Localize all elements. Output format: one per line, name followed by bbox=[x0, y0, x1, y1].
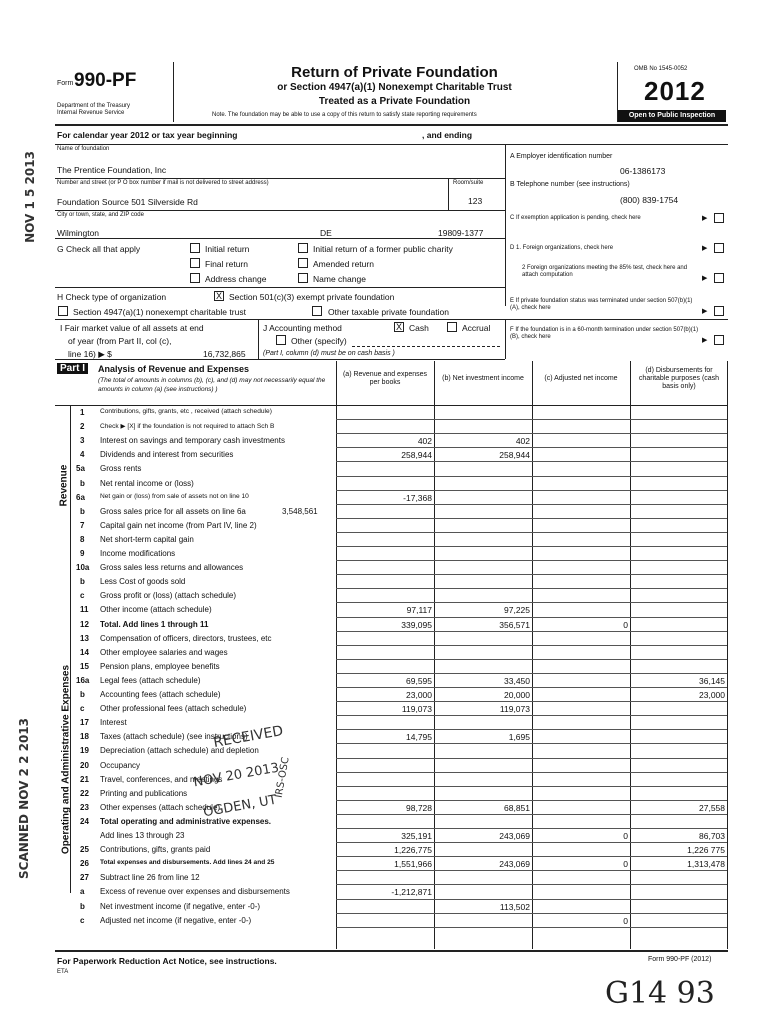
row-number: a bbox=[80, 887, 85, 897]
row-divider bbox=[336, 645, 727, 646]
row-divider bbox=[336, 461, 727, 462]
row-number: 9 bbox=[80, 549, 85, 558]
stamp-scanned: SCANNED NOV 2 2 2013 bbox=[17, 718, 31, 879]
row-divider bbox=[336, 532, 727, 533]
cash-basis-note: (Part I, column (d) must be on cash basis ) bbox=[263, 350, 395, 357]
row-number: 22 bbox=[80, 788, 89, 798]
part-1-tag: Part I bbox=[57, 363, 88, 374]
arrow-c-icon: ▶ bbox=[702, 215, 708, 222]
room-label: Room/suite bbox=[453, 180, 484, 186]
checkbox-d1[interactable] bbox=[714, 243, 724, 253]
row-number: 1 bbox=[80, 408, 85, 417]
cell-col-d: 23,000 bbox=[699, 690, 725, 700]
row-divider bbox=[336, 574, 727, 575]
cell-col-b: 356,571 bbox=[499, 619, 530, 630]
row-number: 14 bbox=[80, 647, 89, 657]
row-label: Total operating and administrative expenses. bbox=[100, 816, 272, 826]
row-label: Interest bbox=[100, 718, 127, 728]
row-label: Net gain or (loss) from sale of assets not on line 10 bbox=[100, 492, 249, 500]
row-number: b bbox=[80, 577, 85, 587]
foreign-org-label: D 1. Foreign organizations, check here bbox=[510, 245, 614, 251]
footer-form-id: Form 990-PF (2012) bbox=[648, 956, 712, 963]
checkbox-address-change[interactable] bbox=[190, 273, 200, 283]
cell-col-c: 0 bbox=[623, 619, 628, 630]
calendar-year-label: For calendar year 2012 or tax year beginning bbox=[57, 130, 238, 140]
street-label: Number and street (or P O box number if mail is not delivered to street address) bbox=[57, 180, 269, 186]
row-number: 20 bbox=[80, 760, 89, 770]
row-divider bbox=[336, 560, 727, 561]
cell-col-b: 33,450 bbox=[504, 675, 530, 686]
dept-line-1: Department of the Treasury bbox=[57, 103, 131, 109]
arrow-e-icon: ▶ bbox=[702, 308, 708, 315]
cell-col-a: -17,368 bbox=[403, 492, 432, 503]
row-divider bbox=[336, 659, 727, 660]
cell-col-d: 1,313,478 bbox=[687, 859, 725, 870]
col-c-header: (c) Adjusted net income bbox=[544, 375, 618, 382]
checkbox-f[interactable] bbox=[714, 335, 724, 345]
row-number: 16a bbox=[76, 675, 90, 685]
row-label: Depreciation (attach schedule) and depletion bbox=[100, 746, 259, 756]
row-label: Legal fees (attach schedule) bbox=[100, 675, 201, 685]
row-label: Total. Add lines 1 through 11 bbox=[100, 619, 209, 629]
row-divider bbox=[336, 490, 727, 491]
opt-other-taxable-label: Other taxable private foundation bbox=[328, 307, 449, 317]
initial-former-label: Initial return of a former public charity bbox=[313, 244, 453, 254]
cell-col-a: 97,117 bbox=[406, 605, 432, 616]
row-number: 13 bbox=[80, 633, 89, 643]
row-divider bbox=[336, 518, 727, 519]
cell-col-d: 27,558 bbox=[699, 802, 725, 813]
and-ending-label: , and ending bbox=[422, 130, 473, 140]
form-number: 990-PF bbox=[74, 70, 137, 91]
arrow-f-icon: ▶ bbox=[702, 337, 708, 344]
row-divider bbox=[336, 800, 727, 801]
row-divider bbox=[336, 631, 727, 632]
arrow-d2-icon: ▶ bbox=[702, 275, 708, 282]
row-divider bbox=[336, 828, 727, 829]
row-label: Interest on savings and temporary cash investments bbox=[100, 436, 285, 446]
row-divider bbox=[336, 870, 727, 871]
row-label: Travel, conferences, and meetings bbox=[100, 774, 223, 784]
stamp-left-date: NOV 1 5 2013 bbox=[23, 151, 37, 243]
checkbox-final-return[interactable] bbox=[190, 258, 200, 268]
row-divider bbox=[336, 814, 727, 815]
stamp-ogden: OGDEN, UT bbox=[202, 792, 278, 821]
row-number: 17 bbox=[80, 718, 89, 728]
row-divider bbox=[336, 602, 727, 603]
form-subtitle-1: or Section 4947(a)(1) Nonexempt Charitable Trust bbox=[277, 82, 512, 93]
cell-col-d: 36,145 bbox=[699, 675, 725, 686]
row-label: Taxes (attach schedule) (see instructions) bbox=[100, 732, 248, 742]
row-label: Contributions, gifts, grants paid bbox=[100, 845, 211, 855]
fmv-label-3: line 16) ▶ $ bbox=[68, 349, 112, 359]
row-label: Net short-term capital gain bbox=[100, 534, 194, 544]
foreign-85-label: 2 Foreign organizations meeting the 85% test, check here and attach computation bbox=[522, 265, 688, 278]
sixty-month-label: F If the foundation is in a 60-month termination under section 507(b)(1)(B), check here bbox=[510, 327, 699, 340]
stamp-received-date: NOV 20 2013 bbox=[192, 760, 281, 791]
checkbox-initial-return[interactable] bbox=[190, 243, 200, 253]
ein-label: A Employer identification number bbox=[510, 153, 613, 160]
cell-col-a: 119,073 bbox=[401, 704, 432, 715]
cell-col-a: 1,226,775 bbox=[394, 845, 432, 856]
checkbox-accrual[interactable] bbox=[447, 322, 457, 332]
row-divider bbox=[336, 588, 727, 589]
fmv-label-1: I Fair market value of all assets at end bbox=[60, 323, 204, 333]
row-divider bbox=[336, 729, 727, 730]
row-label: Less Cost of goods sold bbox=[100, 577, 186, 587]
cell-col-a: 1,551,966 bbox=[394, 859, 432, 870]
row-number: 2 bbox=[80, 422, 85, 432]
row-label: Gross rents bbox=[100, 464, 142, 474]
handwritten-annotation: G14 93 bbox=[605, 976, 715, 1011]
form-subtitle-2: Treated as a Private Foundation bbox=[318, 96, 471, 107]
checkbox-cash[interactable]: X bbox=[395, 322, 402, 332]
row-label: Excess of revenue over expenses and disbursements bbox=[100, 887, 290, 897]
checkbox-initial-former[interactable] bbox=[298, 243, 308, 253]
row-number: b bbox=[80, 901, 85, 911]
checkbox-name-change[interactable] bbox=[298, 273, 308, 283]
room-suite: 123 bbox=[468, 196, 483, 206]
row-divider bbox=[336, 772, 727, 773]
row-number: 3 bbox=[80, 436, 85, 446]
row-number: 24 bbox=[80, 816, 89, 826]
form-word: Form bbox=[57, 80, 74, 87]
row-number: 15 bbox=[80, 661, 89, 671]
row-label: Net investment income (if negative, enter -0-) bbox=[100, 901, 261, 911]
row-label: Other professional fees (attach schedule) bbox=[100, 704, 247, 714]
cell-col-b: 119,073 bbox=[499, 704, 530, 715]
row-divider bbox=[336, 786, 727, 787]
row-label: Contributions, gifts, grants, etc , received (attach schedule) bbox=[100, 408, 272, 415]
row-label: Gross sales price for all assets on line 6a bbox=[100, 506, 246, 516]
opt-501c3-label: Section 501(c)(3) exempt private foundation bbox=[229, 292, 395, 302]
row-number: 25 bbox=[80, 845, 89, 855]
row-label: Pension plans, employee benefits bbox=[100, 661, 220, 671]
city: Wilmington bbox=[57, 228, 100, 238]
cell-col-b: 402 bbox=[515, 436, 530, 447]
row-divider bbox=[336, 758, 727, 759]
row-divider bbox=[336, 419, 727, 420]
cell-col-d: 1,226 775 bbox=[687, 845, 725, 856]
revenue-side-label: Revenue bbox=[58, 464, 70, 507]
row-divider bbox=[336, 884, 727, 885]
checkbox-e[interactable] bbox=[714, 306, 724, 316]
row-number: 26 bbox=[80, 859, 89, 869]
row-divider bbox=[336, 899, 727, 900]
zip: 19809-1377 bbox=[438, 228, 484, 238]
cell-col-a: 402 bbox=[417, 436, 432, 447]
cell-col-d: 86,703 bbox=[699, 831, 725, 841]
exemption-pending-label: C If exemption application is pending, check here bbox=[510, 215, 641, 221]
cell-col-b: 1,695 bbox=[508, 732, 530, 743]
cash-label: Cash bbox=[409, 323, 429, 333]
ein: 06-1386173 bbox=[620, 166, 666, 176]
cell-col-b: 20,000 bbox=[504, 690, 530, 700]
cell-col-c: 0 bbox=[623, 915, 628, 926]
row-inline-value: 3,548,561 bbox=[282, 506, 318, 516]
checkbox-501c3[interactable]: X bbox=[215, 291, 222, 301]
row-label: Add lines 13 through 23 bbox=[100, 831, 185, 840]
row-label: Other employee salaries and wages bbox=[100, 647, 228, 657]
row-label: Adjusted net income (if negative, enter -0-) bbox=[100, 915, 252, 925]
initial-return-label: Initial return bbox=[205, 244, 250, 254]
row-divider bbox=[336, 447, 727, 448]
row-divider bbox=[336, 476, 727, 477]
row-label: Dividends and interest from securities bbox=[100, 450, 234, 460]
row-number: 27 bbox=[80, 873, 89, 883]
row-number: b bbox=[80, 690, 85, 699]
open-public-banner: Open to Public Inspection bbox=[618, 110, 726, 122]
row-divider bbox=[336, 927, 727, 928]
row-divider bbox=[336, 842, 727, 843]
row-number: 21 bbox=[80, 774, 89, 784]
row-divider bbox=[336, 913, 727, 914]
dept-line-2: Internal Revenue Service bbox=[57, 110, 125, 116]
row-number: 7 bbox=[80, 520, 85, 530]
amended-return-label: Amended return bbox=[313, 259, 374, 269]
col-d-header: (d) Disbursements for charitable purposes (cash basis only) bbox=[638, 367, 720, 390]
part-1-desc: (The total of amounts in columns (b), (c), and (d) may not necessarily equal the amounts in column (a) (see instructions) ) bbox=[98, 377, 326, 393]
row-label: Gross profit or (loss) (attach schedule) bbox=[100, 591, 237, 601]
row-divider bbox=[336, 504, 727, 505]
cell-col-a: 258,944 bbox=[401, 450, 432, 461]
row-number: c bbox=[80, 591, 85, 601]
tax-year: 2012 bbox=[644, 76, 706, 106]
row-label: Printing and publications bbox=[100, 788, 188, 798]
row-number: 10a bbox=[76, 563, 90, 573]
fmv-label-2: of year (from Part II, col (c), bbox=[68, 336, 172, 346]
row-divider bbox=[336, 701, 727, 702]
opt-4947-label: Section 4947(a)(1) nonexempt charitable trust bbox=[73, 307, 246, 317]
phone: (800) 839-1754 bbox=[620, 195, 679, 205]
cell-col-a: 14,795 bbox=[406, 732, 432, 743]
checkbox-other-method[interactable] bbox=[276, 335, 286, 345]
row-divider bbox=[336, 743, 727, 744]
form-title: Return of Private Foundation bbox=[291, 64, 498, 81]
row-label: Check ▶ [X] if the foundation is not required to attach Sch B bbox=[100, 423, 275, 431]
checkbox-other-taxable[interactable] bbox=[312, 306, 322, 316]
foundation-name: The Prentice Foundation, Inc bbox=[57, 165, 167, 175]
city-label: City or town, state, and ZIP code bbox=[57, 212, 144, 218]
row-number: c bbox=[80, 915, 85, 925]
stamp-received: RECEIVED bbox=[212, 722, 285, 752]
row-label: Total expenses and disbursements. Add lines 24 and 25 bbox=[100, 859, 275, 867]
row-divider bbox=[336, 687, 727, 688]
cell-col-b: 68,851 bbox=[504, 802, 530, 813]
checkbox-c[interactable] bbox=[714, 213, 724, 223]
row-number: b bbox=[80, 506, 85, 516]
row-label: Subtract line 26 from line 12 bbox=[100, 873, 200, 883]
row-divider bbox=[336, 856, 727, 857]
address-change-label: Address change bbox=[205, 274, 267, 284]
row-label: Compensation of officers, directors, trustees, etc bbox=[100, 633, 272, 643]
col-b-header: (b) Net investment income bbox=[442, 375, 524, 382]
row-divider bbox=[336, 433, 727, 434]
col-a-header: (a) Revenue and expenses per books bbox=[342, 371, 428, 386]
row-number: 11 bbox=[80, 605, 89, 615]
row-number: 23 bbox=[80, 802, 89, 812]
status-terminated-label: E If private foundation status was terminated under section 507(b)(1)(A), check here bbox=[510, 298, 693, 311]
row-divider bbox=[336, 617, 727, 618]
row-label: Other expenses (attach schedule) bbox=[100, 802, 221, 812]
cell-col-b: 97,225 bbox=[504, 605, 530, 616]
name-label: Name of foundation bbox=[57, 146, 110, 152]
row-number: 5a bbox=[76, 464, 85, 474]
row-divider bbox=[336, 673, 727, 674]
omb-number: OMB No 1545-0052 bbox=[634, 66, 688, 72]
cell-col-b: 258,944 bbox=[499, 450, 530, 461]
checkbox-amended-return[interactable] bbox=[298, 258, 308, 268]
row-number: 6a bbox=[76, 492, 85, 502]
row-number: 18 bbox=[80, 732, 89, 742]
part-1-title: Analysis of Revenue and Expenses bbox=[98, 364, 250, 374]
name-change-label: Name change bbox=[313, 274, 366, 284]
row-number: 19 bbox=[80, 746, 89, 756]
checkbox-4947[interactable] bbox=[58, 306, 68, 316]
row-number: 8 bbox=[80, 534, 85, 544]
row-divider bbox=[336, 715, 727, 716]
other-method-label: Other (specify) bbox=[291, 336, 347, 346]
row-divider bbox=[336, 546, 727, 547]
cell-col-a: 69,595 bbox=[406, 675, 432, 686]
row-number: c bbox=[80, 704, 85, 714]
cell-col-a: 325,191 bbox=[401, 831, 432, 841]
cell-col-a: 339,095 bbox=[401, 619, 432, 630]
cell-col-b: 113,502 bbox=[499, 901, 530, 912]
form-note: Note. The foundation may be able to use a copy of this return to satisfy state reporting requirements bbox=[212, 112, 477, 118]
checkbox-d2[interactable] bbox=[714, 273, 724, 283]
accrual-label: Accrual bbox=[462, 323, 491, 333]
row-label: Occupancy bbox=[100, 760, 141, 770]
street-address: Foundation Source 501 Silverside Rd bbox=[57, 197, 198, 207]
accounting-method-label: J Accounting method bbox=[263, 323, 342, 333]
cell-col-b: 243,069 bbox=[499, 859, 530, 870]
row-label: Capital gain net income (from Part IV, line 2) bbox=[100, 520, 257, 530]
final-return-label: Final return bbox=[205, 259, 248, 269]
cell-col-c: 0 bbox=[623, 859, 628, 870]
fmv-value: 16,732,865 bbox=[203, 349, 246, 359]
row-label: Other income (attach schedule) bbox=[100, 605, 212, 615]
section-h-label: H Check type of organization bbox=[57, 292, 167, 302]
row-number: b bbox=[80, 478, 85, 488]
cell-col-a: 23,000 bbox=[406, 690, 432, 700]
section-g-label: G Check all that apply bbox=[57, 244, 141, 254]
cell-col-a: -1,212,871 bbox=[391, 887, 432, 898]
expenses-side-label: Operating and Administrative Expenses bbox=[60, 664, 72, 855]
cell-col-c: 0 bbox=[623, 831, 628, 841]
row-number: 12 bbox=[80, 619, 89, 629]
row-label: Accounting fees (attach schedule) bbox=[100, 690, 221, 699]
row-label: Gross sales less returns and allowances bbox=[100, 563, 244, 573]
arrow-d1-icon: ▶ bbox=[702, 245, 708, 252]
row-label: Net rental income or (loss) bbox=[100, 478, 194, 488]
row-label: Income modifications bbox=[100, 549, 176, 558]
footer-paperwork-notice: For Paperwork Reduction Act Notice, see instructions. bbox=[57, 956, 277, 966]
footer-eta: ETA bbox=[57, 969, 69, 975]
phone-label: B Telephone number (see instructions) bbox=[510, 181, 630, 188]
row-number: 4 bbox=[80, 450, 85, 460]
stamp-irs-osc: IRS-OSC bbox=[273, 756, 292, 799]
cell-col-b: 243,069 bbox=[499, 831, 530, 841]
state: DE bbox=[320, 228, 332, 238]
cell-col-a: 98,728 bbox=[406, 802, 432, 813]
